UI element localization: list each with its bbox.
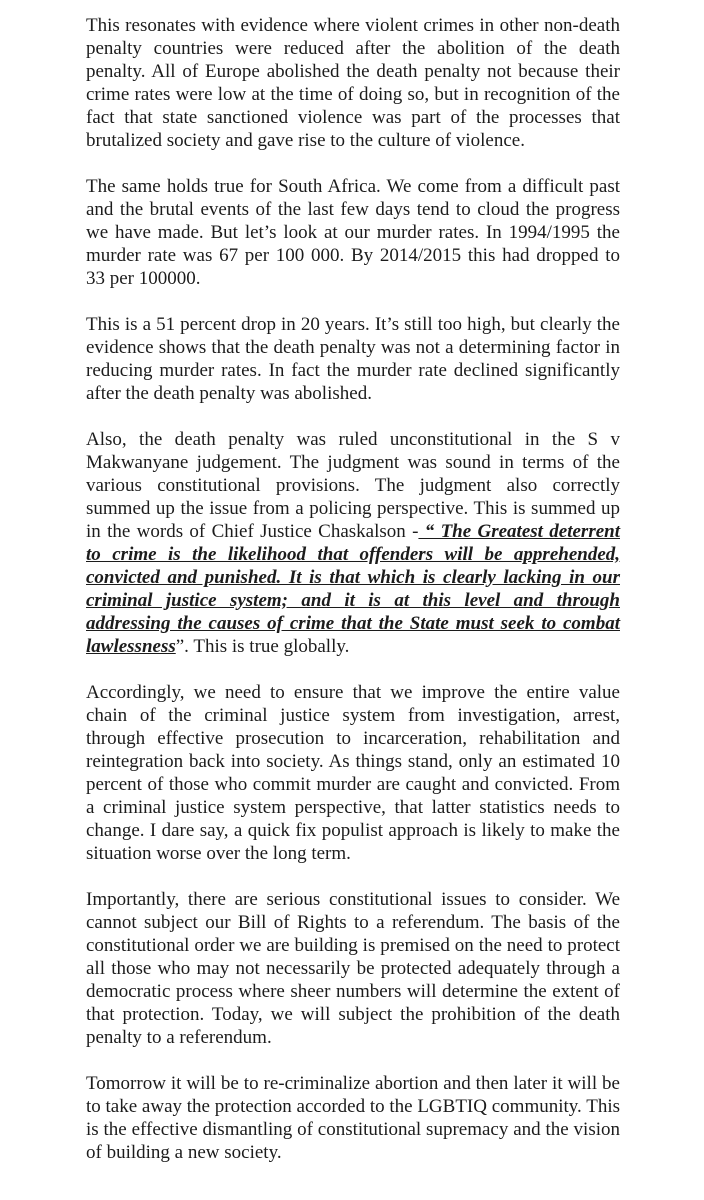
chaskalson-quote: “ The Greatest deterrent to crime is the likelihood that offenders will be apprehended, convicted and punished. It is that which is clearly lacking in our criminal justice system; and it is at this level and through addressing the causes of crime that the State must seek to combat lawlessness: [86, 521, 620, 657]
paragraph-criminal-justice-chain: Accordingly, we need to ensure that we improve the entire value chain of the criminal justice system from investigation, arrest, through effective prosecution to incarceration, rehabilitation and reintegration back into society. As things stand, only an estimated 10 percent of those who commit murder are caught and convicted. From a criminal justice system perspective, that latter statistics needs to change. I dare say, a quick fix populist approach is likely to make the situation worse over the long term.: [86, 682, 620, 864]
paragraph-constitutional-issues: Importantly, there are serious constitutional issues to consider. We cannot subject our Bill of Rights to a referendum. The basis of the constitutional order we are building is premised on the need to protect all those who may not necessarily be protected adequately through a democratic process where sheer numbers will determine the extent of that protection. Today, we will subject the prohibition of the death penalty to a referendum.: [86, 889, 620, 1048]
paragraph-makwanyane-intro: Also, the death penalty was ruled unconstitutional in the S v Makwanyane judgement. The judgment was sound in terms of the various constitutional provisions. The judgment also correctly summed up the issue from a policing perspective. This is summed up in the words of Chief Justice Chaskalson -: [86, 429, 620, 542]
paragraph-makwanyane-outro: ”. This is true globally.: [175, 636, 350, 657]
paragraph-makwanyane-judgement: [86, 428, 620, 658]
document-page: [86, 14, 620, 1164]
paragraph-percent-drop: This is a 51 percent drop in 20 years. It’s still too high, but clearly the evidence shows that the death penalty was not a determining factor in reducing murder rates. In fact the murder rate declined significantly after the death penalty was abolished.: [86, 314, 620, 404]
paragraph-europe-abolition: This resonates with evidence where violent crimes in other non-death penalty countries were reduced after the abolition of the death penalty. All of Europe abolished the death penalty not because their crime rates were low at the time of doing so, but in recognition of the fact that state sanctioned violence was part of the processes that brutalized society and gave rise to the culture of violence.: [86, 15, 620, 151]
paragraph-tomorrow: Tomorrow it will be to re-criminalize abortion and then later it will be to take away the protection accorded to the LGBTIQ community. This is the effective dismantling of constitutional supremacy and the vision of building a new society.: [86, 1073, 620, 1163]
paragraph-south-africa-murder-rates: The same holds true for South Africa. We come from a difficult past and the brutal events of the last few days tend to cloud the progress we have made. But let’s look at our murder rates. In 1994/1995 the murder rate was 67 per 100 000. By 2014/2015 this had dropped to 33 per 100000.: [86, 176, 620, 289]
